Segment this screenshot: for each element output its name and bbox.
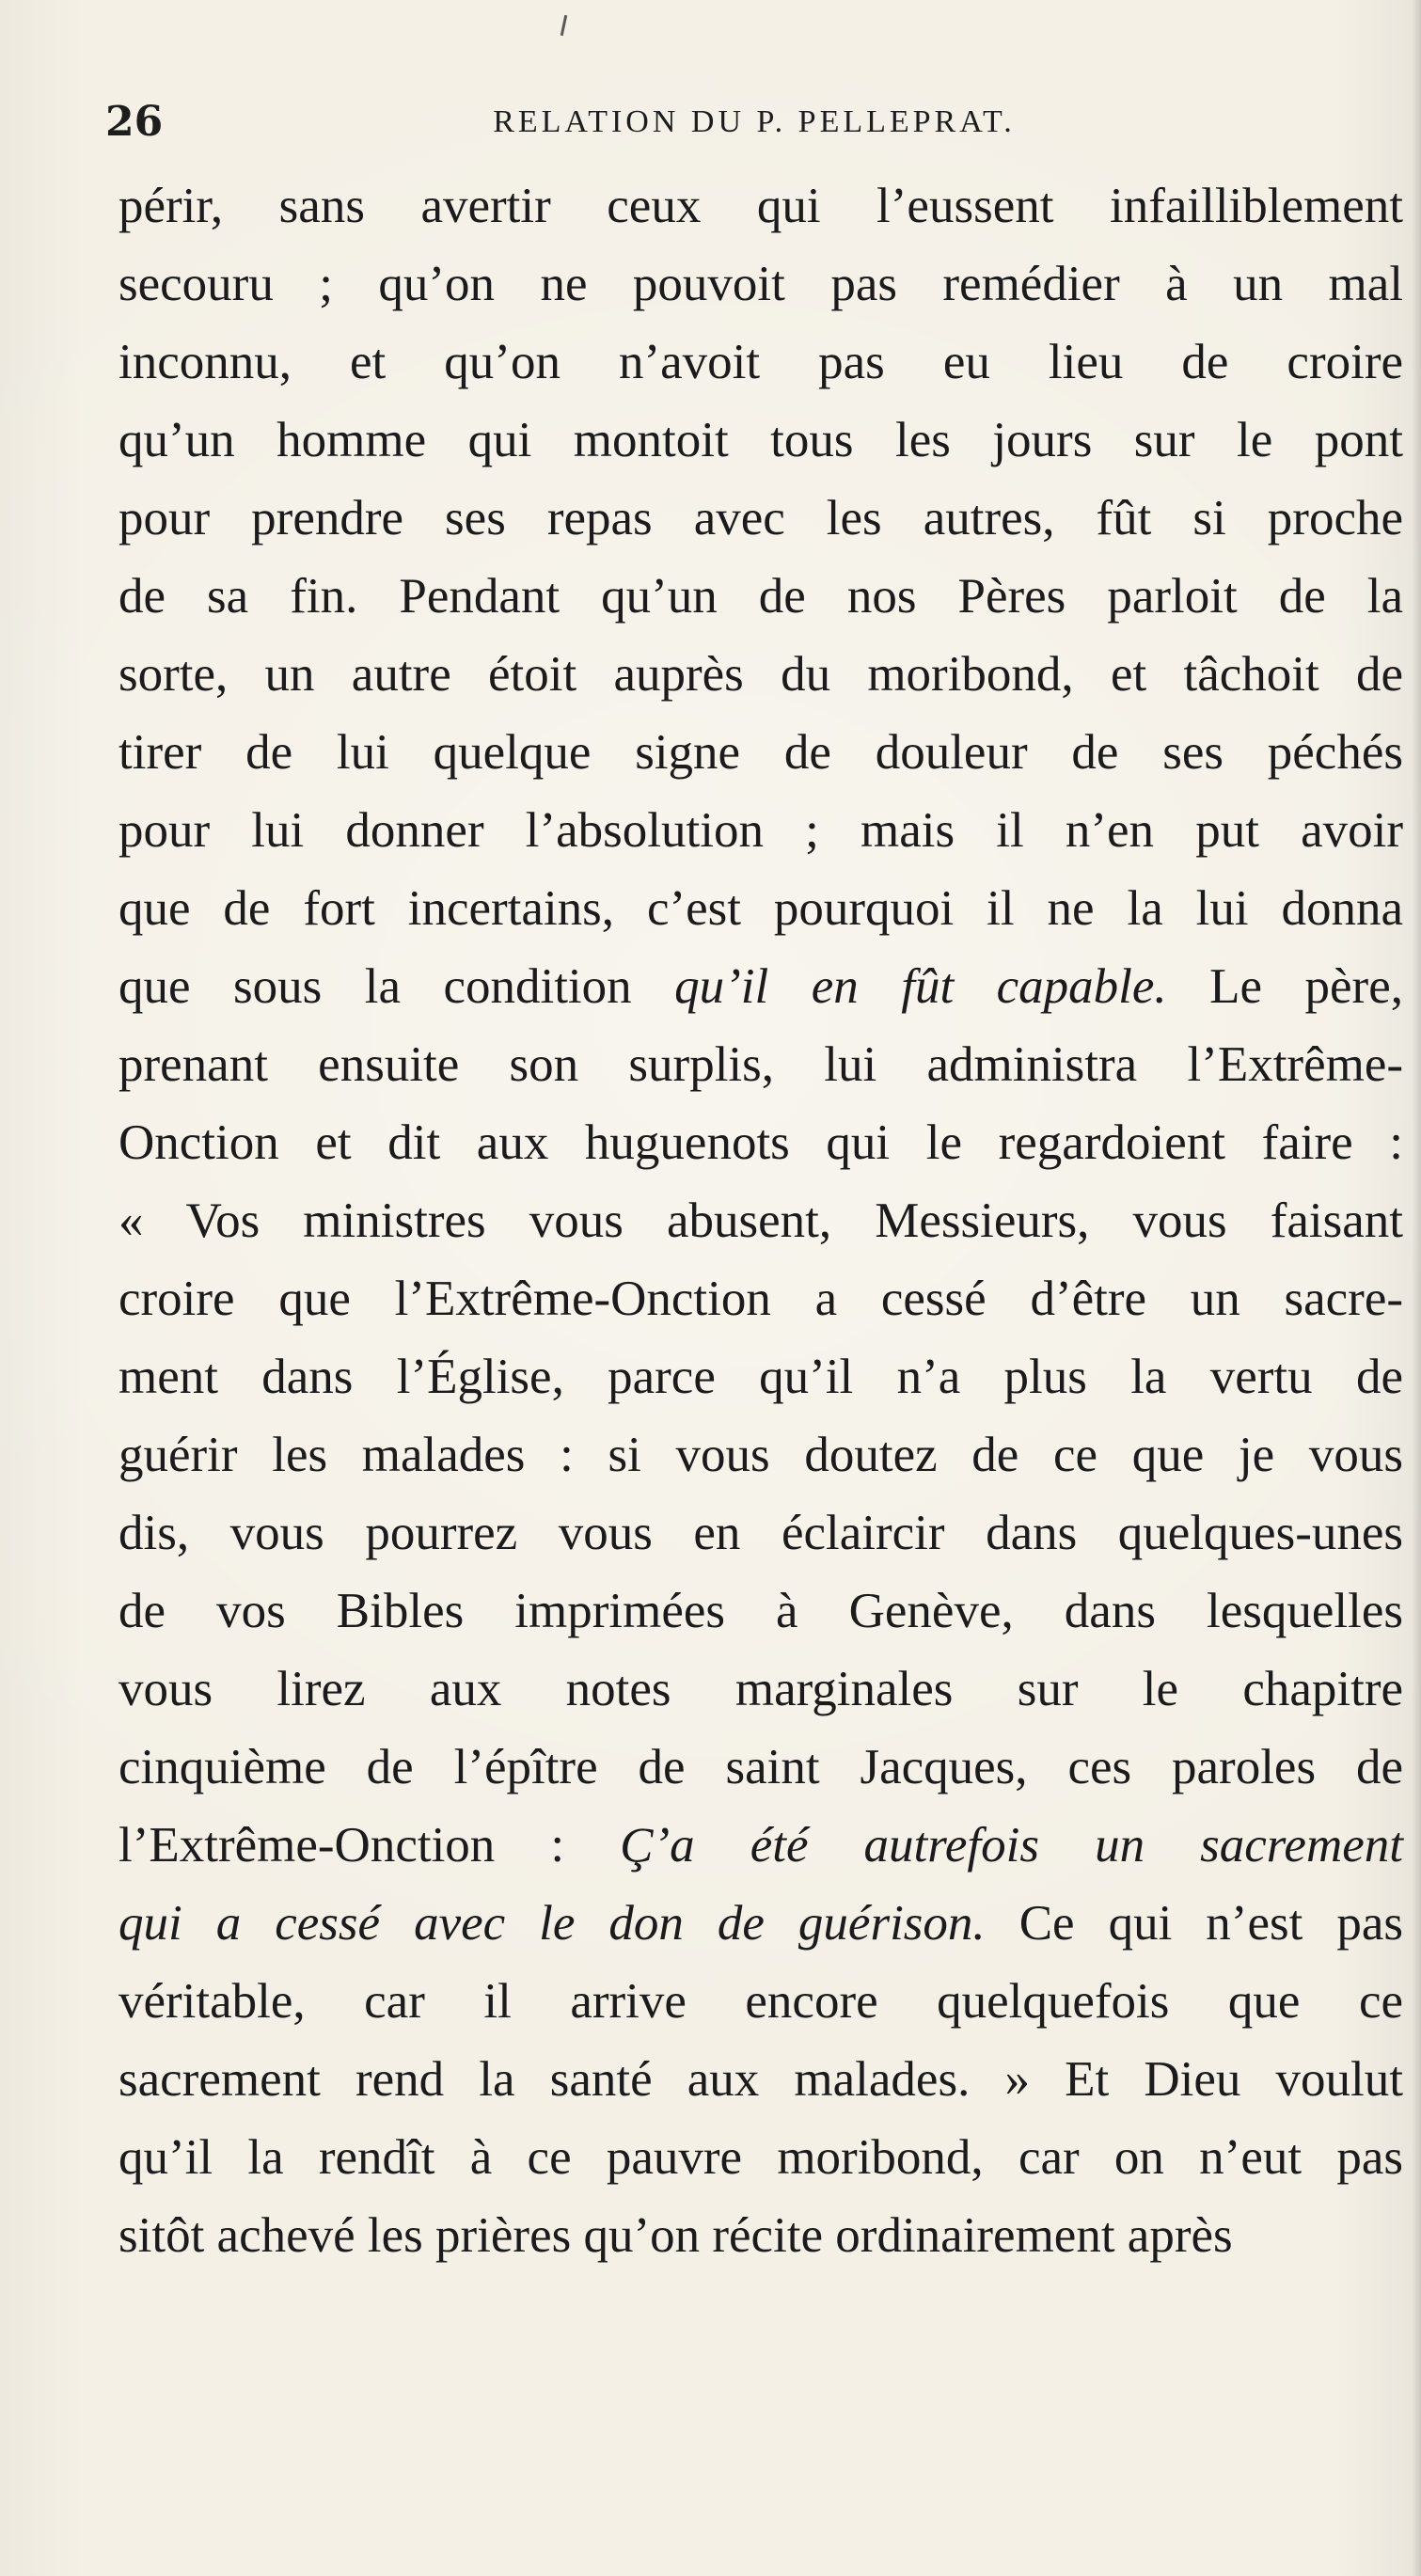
- text-line: [118, 714, 1403, 792]
- text-line: [118, 792, 1403, 870]
- pencil-tick-mark: [561, 15, 568, 36]
- text-segment: pour prendre ses repas avec les autres, fût si proche: [118, 491, 1403, 545]
- text-line: [118, 636, 1403, 714]
- text-line: [118, 2041, 1403, 2119]
- text-segment: de vos Bibles imprimées à Genève, dans lesquelles: [118, 1584, 1403, 1638]
- body-text: [118, 167, 1403, 2275]
- text-line: [118, 558, 1403, 636]
- italic-text-segment: qui a cessé avec le don de guérison.: [118, 1896, 986, 1951]
- text-line: [118, 1104, 1403, 1182]
- text-line: [118, 870, 1403, 948]
- text-segment: sacrement rend la santé aux malades. » Et Dieu voulut: [118, 2052, 1403, 2107]
- text-segment: croire que l’Extrême-Onction a cessé d’être un sacre-: [118, 1272, 1403, 1326]
- text-segment: inconnu, et qu’on n’avoit pas eu lieu de croire: [118, 335, 1403, 389]
- text-segment: périr, sans avertir ceux qui l’eussent infailliblement: [118, 179, 1403, 233]
- text-segment: dis, vous pourrez vous en éclaircir dans quelques-unes: [118, 1506, 1403, 1560]
- text-line: [118, 1963, 1403, 2041]
- italic-text-segment: Ç’a été autrefois un sacrement: [620, 1818, 1403, 1873]
- running-title: RELATION DU P. PELLEPRAT.: [493, 104, 1016, 139]
- page-edge-shadow: [1412, 0, 1421, 2576]
- text-line: [118, 1026, 1403, 1104]
- text-line: [118, 1494, 1403, 1572]
- text-line: [118, 1260, 1403, 1338]
- text-segment: tirer de lui quelque signe de douleur de ses péchés: [118, 725, 1403, 780]
- text-segment: que de fort incertains, c’est pourquoi il ne la lui donna: [118, 881, 1403, 936]
- text-line: [118, 1651, 1403, 1729]
- text-segment: véritable, car il arrive encore quelquefois que ce: [118, 1974, 1403, 2029]
- text-segment: vous lirez aux notes marginales sur le chapitre: [118, 1662, 1403, 1716]
- text-line: [118, 1182, 1403, 1260]
- text-segment: que sous la condition: [118, 959, 675, 1014]
- text-segment: ment dans l’Église, parce qu’il n’a plus la vertu de: [118, 1350, 1403, 1404]
- text-line: [118, 245, 1403, 324]
- text-line: [118, 324, 1403, 402]
- text-segment: prenant ensuite son surplis, lui administra l’Extrême-: [118, 1037, 1403, 1092]
- text-line: [118, 402, 1403, 480]
- text-line: [118, 1416, 1403, 1494]
- text-segment: secouru ; qu’on ne pouvoit pas remédier à un mal: [118, 257, 1403, 311]
- page-header: [105, 94, 1403, 150]
- text-line: [118, 1338, 1403, 1416]
- text-segment: guérir les malades : si vous doutez de ce que je vous: [118, 1428, 1403, 1482]
- text-segment: Ce qui n’est pas: [985, 1896, 1403, 1951]
- italic-text-segment: qu’il en fût capable.: [674, 959, 1167, 1014]
- page-number: 26: [105, 98, 164, 146]
- text-segment: de sa fin. Pendant qu’un de nos Pères parloit de la: [118, 569, 1403, 624]
- text-segment: cinquième de l’épître de saint Jacques, ces paroles de: [118, 1740, 1403, 1794]
- text-line: [118, 480, 1403, 558]
- text-segment: pour lui donner l’absolution ; mais il n’en put avoir: [118, 803, 1403, 858]
- text-segment: sorte, un autre étoit auprès du moribond, et tâchoit de: [118, 647, 1403, 702]
- text-segment: Onction et dit aux huguenots qui le regardoient faire :: [118, 1115, 1403, 1170]
- text-segment: qu’un homme qui montoit tous les jours sur le pont: [118, 413, 1403, 467]
- text-segment: qu’il la rendît à ce pauvre moribond, car on n’eut pas: [118, 2130, 1403, 2185]
- text-segment: Le père,: [1166, 959, 1403, 1014]
- text-segment: « Vos ministres vous abusent, Messieurs, vous faisant: [118, 1193, 1403, 1248]
- text-line: [118, 1885, 1403, 1963]
- text-line: [118, 2119, 1403, 2197]
- text-line: [118, 1572, 1403, 1651]
- text-segment: l’Extrême-Onction :: [118, 1818, 621, 1873]
- text-line: [118, 2197, 1403, 2275]
- text-line: [118, 1807, 1403, 1885]
- text-line: [118, 1729, 1403, 1807]
- text-line: [118, 948, 1403, 1026]
- text-segment: sitôt achevé les prières qu’on récite ordinairement après: [118, 2208, 1233, 2263]
- text-line: [118, 167, 1403, 245]
